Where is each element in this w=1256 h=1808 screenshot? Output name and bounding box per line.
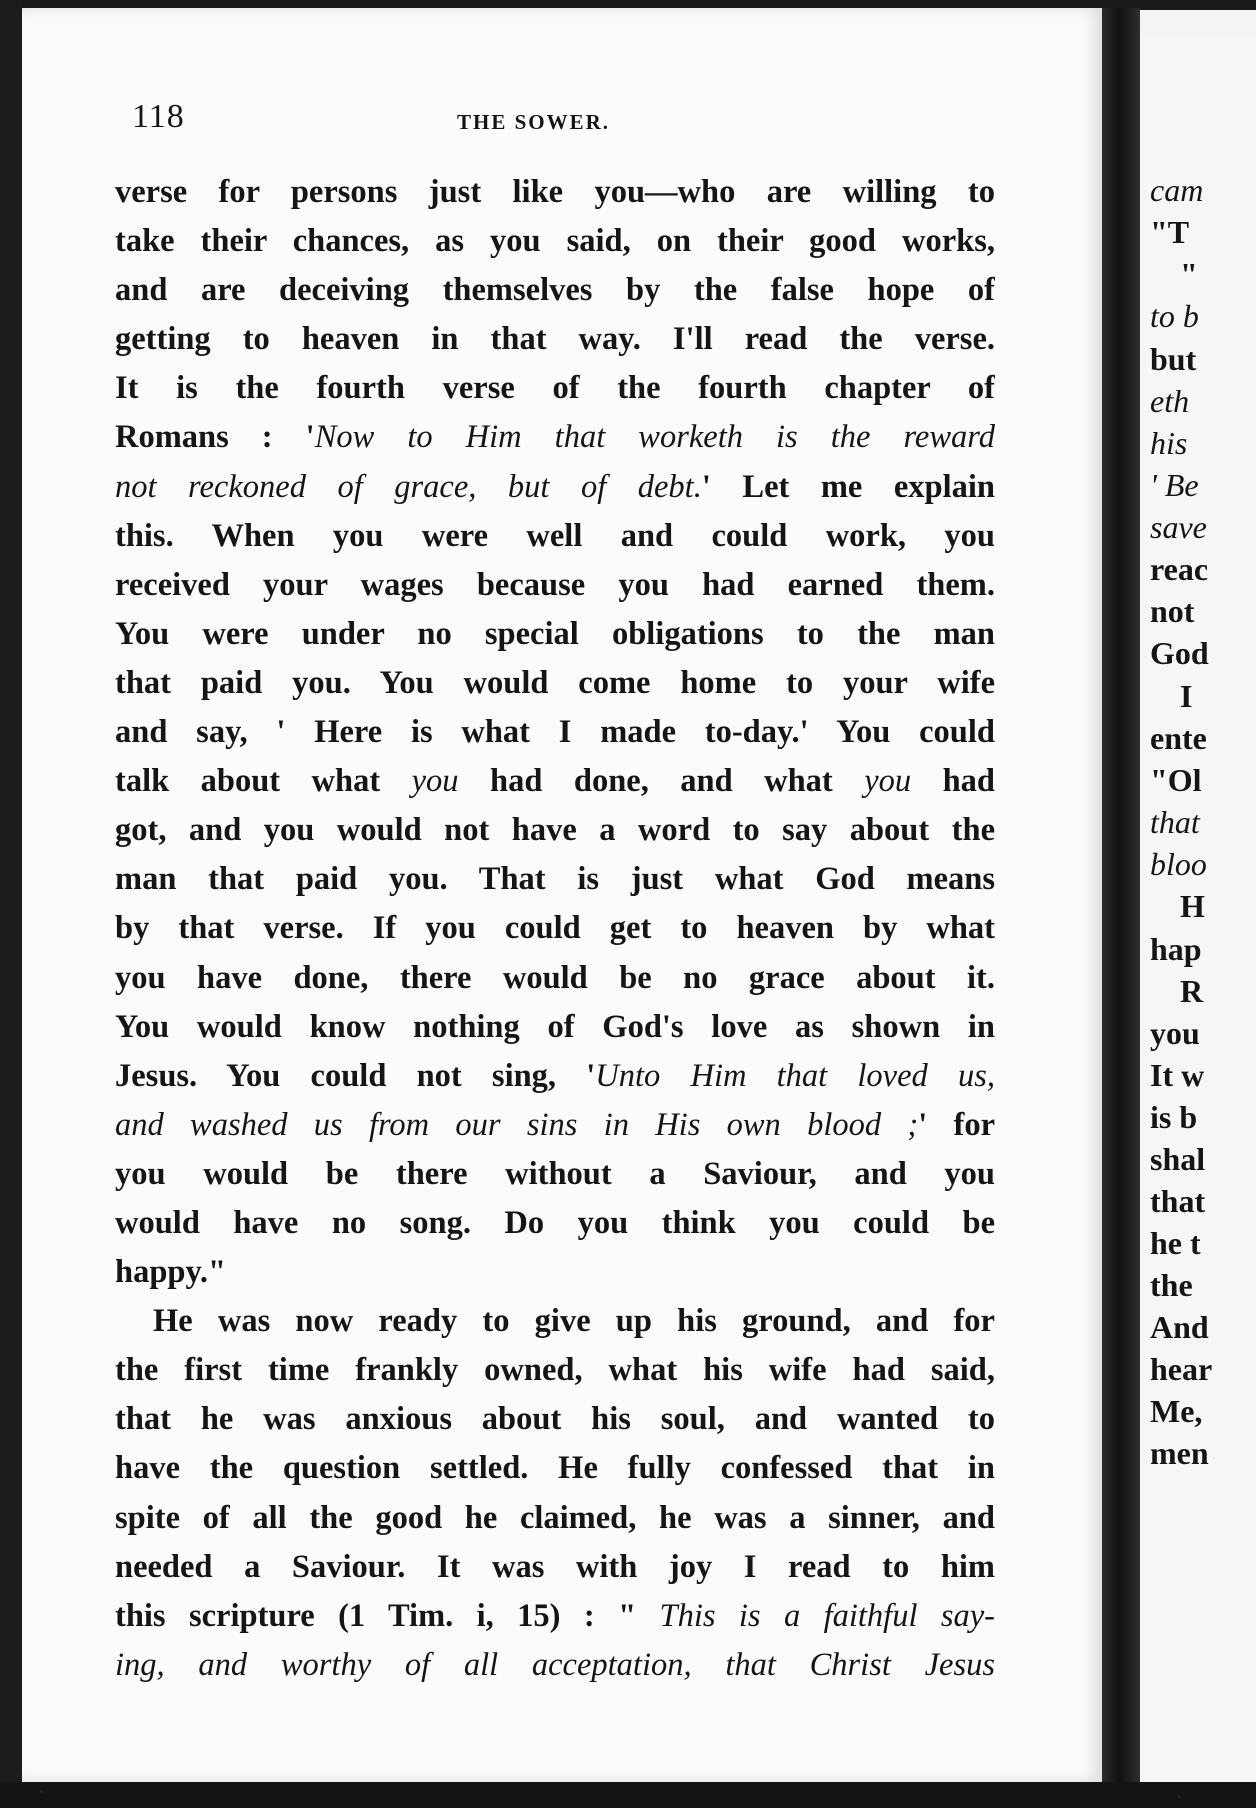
right-page-line: his — [1150, 425, 1188, 461]
text-run: You would know nothing of God's love as shown in — [115, 1008, 995, 1045]
right-page-line: not — [1150, 593, 1195, 629]
right-page-line: bloo — [1150, 846, 1207, 882]
text-line — [115, 855, 995, 904]
right-page-line: ente — [1150, 720, 1207, 756]
text-line — [115, 610, 995, 659]
text-line — [115, 708, 995, 757]
italic-quote: This is a faithful say- — [659, 1597, 995, 1634]
italic-quote: not reckoned of grace, but of debt. — [115, 468, 702, 505]
right-page-line: eth — [1150, 383, 1190, 419]
text-run: you would be there without a Saviour, and you — [115, 1155, 995, 1192]
text-line — [115, 1150, 995, 1199]
right-page-line: shal — [1150, 1141, 1206, 1177]
right-page-line: " — [1180, 256, 1198, 292]
text-line — [115, 168, 995, 217]
text-run: the first time frankly owned, what his wife had said, — [115, 1352, 995, 1389]
text-run: got, and you would not have a word to say about the — [115, 812, 995, 849]
text-line — [115, 1199, 995, 1248]
right-page-fragment — [1140, 36, 1256, 1782]
italic-quote: and washed us from our sins in His own blood ; — [115, 1106, 919, 1143]
text-run: getting to heaven in that way. I'll read the verse. — [115, 321, 995, 358]
text-line — [115, 1543, 995, 1592]
right-page-line: he t — [1150, 1225, 1201, 1261]
text-line — [115, 904, 995, 953]
text-run: You were under no special obligations to the man — [115, 615, 995, 652]
text-line — [115, 364, 995, 413]
text-run: have the question settled. He fully confessed that in — [115, 1450, 995, 1487]
right-page-line: God — [1150, 635, 1209, 671]
right-page-line: It w — [1150, 1057, 1205, 1093]
right-page-line: Me, — [1150, 1393, 1203, 1429]
scan-border-left — [0, 0, 22, 1808]
text-line — [115, 1346, 995, 1395]
text-line — [115, 1297, 995, 1346]
text-run: take their chances, as you said, on their good works, — [115, 223, 995, 260]
text-run: ' for — [918, 1106, 995, 1143]
text-line — [115, 217, 995, 266]
text-line — [115, 1248, 995, 1297]
text-line — [115, 512, 995, 561]
italic-quote: Unto Him that loved us, — [595, 1057, 995, 1094]
right-page-line: you — [1150, 1015, 1200, 1051]
text-line — [115, 954, 995, 1003]
scan-speck — [40, 1790, 43, 1793]
text-line — [115, 659, 995, 708]
text-line — [115, 1395, 995, 1444]
right-page-line: reac — [1150, 551, 1209, 587]
right-page-line: that — [1150, 804, 1200, 840]
text-line — [115, 1592, 995, 1641]
text-run: Jesus. You could not sing, ' — [115, 1057, 596, 1094]
running-head: THE SOWER. — [457, 110, 611, 134]
text-line — [115, 806, 995, 855]
scan-speck — [1178, 1795, 1181, 1798]
text-run: would have no song. Do you think you could be — [115, 1204, 995, 1241]
text-line — [115, 1641, 995, 1690]
text-run: needed a Saviour. It was with joy I read to him — [115, 1548, 995, 1585]
italic-quote: you — [411, 763, 459, 800]
italic-quote: you — [864, 763, 912, 800]
italic-quote: ing, and worthy of all acceptation, that Christ Jesus — [115, 1646, 995, 1683]
text-line — [115, 413, 995, 462]
text-run: this. When you were well and could work, you — [115, 517, 995, 554]
text-run: had — [911, 763, 995, 800]
text-run: and are deceiving themselves by the false hope of — [115, 272, 995, 309]
text-run: and say, ' Here is what I made to-day.' You could — [115, 714, 995, 751]
book-gutter — [1102, 8, 1140, 1782]
text-run: verse for persons just like you—who are willing to — [115, 174, 995, 210]
text-run: that he was anxious about his soul, and wanted to — [115, 1401, 995, 1438]
right-page-line: hap — [1150, 931, 1202, 967]
right-page-line: hear — [1150, 1351, 1213, 1387]
right-page-line: "Ol — [1150, 762, 1202, 798]
text-run: ' Let me explain — [701, 468, 995, 505]
text-run: spite of all the good he claimed, he was a sinner, and — [115, 1499, 995, 1536]
text-run: man that paid you. That is just what God means — [115, 861, 995, 898]
text-line — [115, 561, 995, 610]
right-page-line: the — [1150, 1267, 1193, 1303]
right-page-line: R — [1180, 973, 1204, 1009]
text-line — [115, 1052, 995, 1101]
text-run: this scripture (1 Tim. i, 15) : " — [115, 1597, 660, 1634]
right-page-line: but — [1150, 341, 1197, 377]
right-page-line: "T — [1150, 214, 1190, 250]
right-page-line: that — [1150, 1183, 1206, 1219]
text-run: He was now ready to give up his ground, and for — [153, 1303, 995, 1340]
right-page-line: ' Be — [1150, 467, 1199, 503]
text-run: received your wages because you had earned them. — [115, 566, 995, 603]
page-number: 118 — [132, 98, 185, 135]
scan-border-bottom — [0, 1782, 1256, 1808]
text-run: that paid you. You would come home to your wife — [115, 664, 995, 701]
text-line — [115, 266, 995, 315]
text-run: you have done, there would be no grace about it. — [115, 959, 995, 996]
right-page-line: I — [1180, 678, 1193, 714]
body-text — [115, 168, 995, 1690]
text-run: talk about what — [115, 763, 412, 800]
text-run: Romans : ' — [115, 419, 315, 456]
italic-quote: Now to Him that worketh is the reward — [314, 419, 995, 456]
text-line — [115, 1101, 995, 1150]
right-page-line: save — [1150, 509, 1207, 545]
right-page-line: is b — [1150, 1099, 1198, 1135]
text-line — [115, 463, 995, 512]
text-line — [115, 1444, 995, 1493]
right-page-line: to b — [1150, 298, 1199, 334]
right-page-line: men — [1150, 1435, 1209, 1471]
right-page-line: H — [1180, 888, 1205, 924]
text-line — [115, 315, 995, 364]
text-line — [115, 757, 995, 806]
right-page-line: cam — [1150, 172, 1204, 208]
text-line — [115, 1494, 995, 1543]
text-run: It is the fourth verse of the fourth chapter of — [115, 370, 995, 407]
text-run: by that verse. If you could get to heaven by what — [115, 910, 995, 947]
text-line — [115, 1003, 995, 1052]
right-page-line: And — [1150, 1309, 1209, 1345]
text-run: happy." — [115, 1254, 227, 1291]
text-run: had done, and what — [458, 763, 865, 800]
